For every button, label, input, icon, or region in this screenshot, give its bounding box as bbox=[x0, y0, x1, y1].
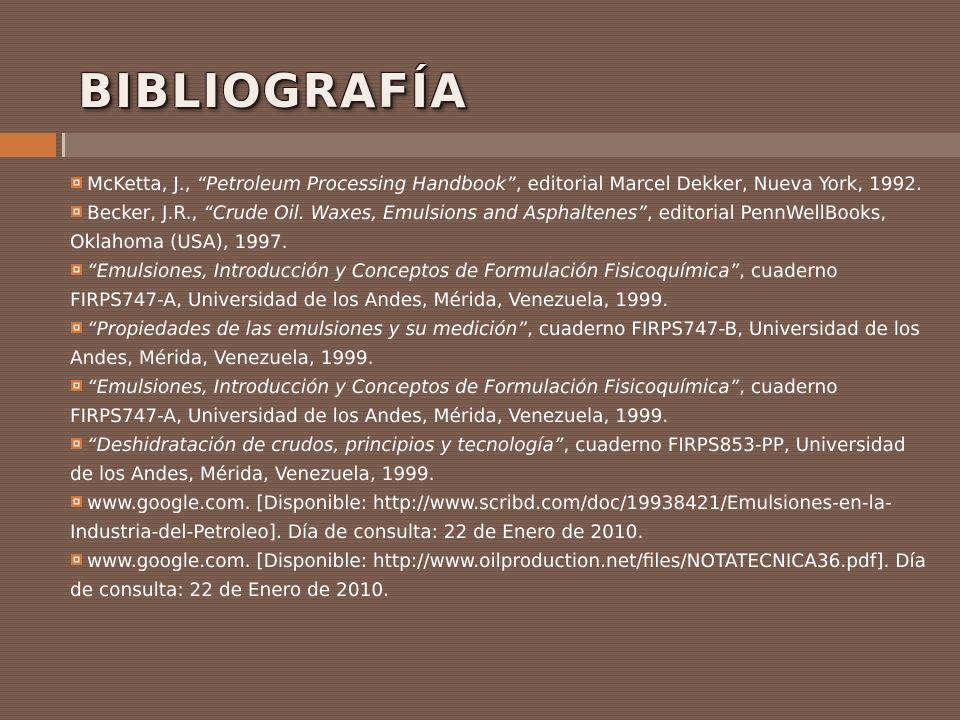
square-bullet-icon bbox=[70, 321, 83, 334]
item-text-after: , cuaderno FIRPS747-A, Universidad de los Andes, Mérida, Venezuela, 1999. bbox=[70, 261, 838, 311]
bibliography-item bbox=[70, 489, 930, 547]
bibliography-item bbox=[70, 257, 930, 315]
slide-title: BIBLIOGRAFÍA bbox=[78, 64, 468, 118]
bibliography-item bbox=[70, 373, 930, 431]
item-text-after: , cuaderno FIRPS747-B, Universidad de los Andes, Mérida, Venezuela, 1999. bbox=[70, 319, 920, 369]
bibliography-item bbox=[70, 315, 930, 373]
item-work-title: “Deshidratación de crudos, principios y tecnología” bbox=[87, 435, 564, 456]
item-work-title: “Propiedades de las emulsiones y su medición” bbox=[87, 319, 527, 340]
title-underline-bar bbox=[62, 133, 960, 157]
item-work-title: “Crude Oil. Waxes, Emulsions and Asphaltenes” bbox=[203, 203, 647, 224]
item-text-after: , editorial Marcel Dekker, Nueva York, 1992. bbox=[515, 174, 922, 195]
item-text-after: , cuaderno FIRPS853-PP, Universidad de los Andes, Mérida, Venezuela, 1999. bbox=[70, 435, 906, 485]
item-text-before: www.google.com. [Disponible: http://www.oilproduction.net/files/NOTATECNICA36.pdf]. Día de consulta: 22 de Enero de 2010. bbox=[70, 551, 927, 601]
bibliography-item bbox=[70, 431, 930, 489]
item-text-before: www.google.com. [Disponible: http://www.scribd.com/doc/19938421/Emulsiones-en-la-Industria-del-Petroleo]. Día de consulta: 22 de Enero de 2010. bbox=[70, 493, 892, 543]
bibliography-list bbox=[70, 170, 930, 605]
item-text-after: , editorial PennWellBooks, Oklahoma (USA), 1997. bbox=[70, 203, 887, 253]
item-work-title: “Emulsiones, Introducción y Conceptos de Formulación Fisicoquímica” bbox=[87, 377, 740, 398]
square-bullet-icon bbox=[70, 379, 83, 392]
item-text-before: Becker, J.R., bbox=[87, 203, 204, 224]
item-text-before: McKetta, J., bbox=[87, 174, 197, 195]
item-work-title: “Emulsiones, Introducción y Conceptos de Formulación Fisicoquímica” bbox=[87, 261, 740, 282]
square-bullet-icon bbox=[70, 263, 83, 276]
bibliography-item bbox=[70, 170, 930, 199]
square-bullet-icon bbox=[70, 553, 83, 566]
bibliography-item bbox=[70, 547, 930, 605]
square-bullet-icon bbox=[70, 495, 83, 508]
square-bullet-icon bbox=[70, 176, 83, 189]
item-work-title: “Petroleum Processing Handbook” bbox=[196, 174, 516, 195]
title-accent-block bbox=[0, 133, 56, 157]
square-bullet-icon bbox=[70, 437, 83, 450]
bibliography-item bbox=[70, 199, 930, 257]
square-bullet-icon bbox=[70, 205, 83, 218]
item-text-after: , cuaderno FIRPS747-A, Universidad de los Andes, Mérida, Venezuela, 1999. bbox=[70, 377, 838, 427]
